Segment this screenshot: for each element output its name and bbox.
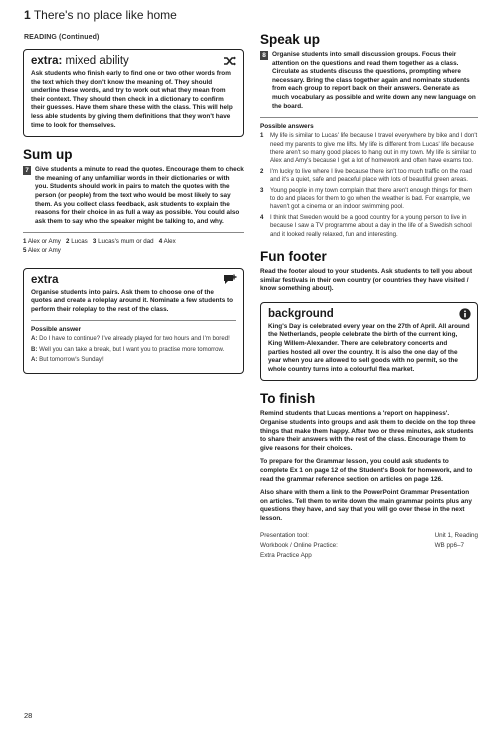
- speak-up-heading: Speak up: [260, 32, 321, 47]
- page-number: 28: [24, 711, 33, 720]
- right-column: [260, 32, 478, 559]
- resource-links: [260, 532, 478, 559]
- answer-number: 2: [66, 238, 70, 246]
- divider: [260, 117, 478, 118]
- unit-number: 1: [24, 8, 31, 22]
- box-title: extra: [31, 273, 59, 286]
- section-label: READING (Continued): [24, 34, 100, 41]
- answer-text: Lucas: [71, 238, 88, 246]
- fun-footer-heading: Fun footer: [260, 249, 327, 265]
- box-title-bold: extra:: [31, 55, 63, 67]
- answer-text: Young people in my town complain that there aren't enough things for them to do and places for them to go when the weather is bad. For example, we haven't got a cinema or an indoor swimming pool.: [270, 186, 473, 211]
- answer-number: 3: [260, 186, 264, 194]
- answer-text: Alex or Amy: [27, 238, 61, 246]
- sum-up-answers: [23, 238, 244, 255]
- info-icon: [459, 308, 471, 320]
- answer-number: 3: [92, 238, 97, 246]
- dialog: [31, 335, 236, 364]
- sum-up-heading: Sum up: [23, 147, 73, 163]
- answer-number: 4: [260, 213, 264, 221]
- answer-item: [260, 187, 478, 212]
- unit-title-text: There's no place like home: [33, 8, 177, 22]
- dialog-line: A: Do I have to continue? I've already played for two hours and I'm bored!: [31, 335, 230, 343]
- background-box: [260, 302, 478, 382]
- answer-number: 1: [23, 238, 27, 246]
- answer-number: 5: [23, 246, 27, 254]
- answers-title: Possible answers: [260, 123, 314, 131]
- resource-label: Extra Practice App: [260, 551, 312, 559]
- box-title-light: mixed ability: [65, 55, 129, 67]
- task-number: 8: [260, 51, 268, 60]
- answer-text: I think that Sweden would be a good country for a young person to live in because I saw a TV programme about a day in the life of a Swedish school and it looked really relaxed, fun and interesting.: [270, 213, 472, 238]
- resource-label: Presentation tool:: [260, 531, 310, 539]
- divider: [23, 232, 244, 233]
- answer-text: Alex or Amy: [27, 246, 61, 254]
- speak-up-task: [260, 51, 478, 111]
- extra-box: [23, 268, 244, 374]
- answer-item: [260, 132, 478, 166]
- answer-text: Lucas's mum or dad: [98, 238, 154, 246]
- left-column: [23, 34, 244, 374]
- resource-label: Workbook / Online Practice:: [260, 541, 338, 549]
- dialog-line: B: Well you can take a break, but I want you to practise more tomorrow.: [31, 345, 225, 353]
- to-finish-paragraph: Also share with them a link to the PowerPoint Grammar Presentation on articles. Tell them to write down the main grammar points plus any questions they have, and say that you will go over these in the next lesson.: [260, 489, 472, 522]
- answer-item: [260, 214, 478, 239]
- answer-text: Alex: [163, 238, 176, 246]
- sum-up-task: [23, 166, 244, 226]
- task-number: 7: [23, 166, 31, 175]
- answer-text: My life is similar to Lucas' life because I travel everywhere by bike and I don't need my parents to give me lifts. My life is different from Lucas' life because there aren't so many good places to hang out in my town. My life is similar to Alex and Amy's because I get a lot of homework and often have exams too.: [270, 132, 478, 165]
- box-title: [31, 55, 236, 67]
- answer-text: I'm lucky to live where I live because there isn't too much traffic on the road and it's a quiet, safe and peaceful place with lots of beautiful green areas.: [270, 167, 473, 184]
- unit-title: [24, 8, 177, 22]
- task-text: Organise students into small discussion groups. Focus their attention on the questions and read them together as a class. Circulate as students discuss the questions, prompting where necessary. Bring the class together again and nominate students from each group to report back on their answers. Generate as much vocabulary as possible and write down any new language on the board.: [272, 51, 476, 110]
- box-text: King's Day is celebrated every year on the 27th of April. All around the Netherlands, people celebrate the birth of the current king, King Willem-Alexander. There are celebratory concerts and parties hosted all over the country. It is also the one day of the year when you are allowed to sell goods with no permit, so the whole country turns into a colourful flea market.: [268, 322, 470, 373]
- resource-value: Unit 1, Reading: [434, 531, 478, 539]
- answer-number: 2: [260, 167, 264, 175]
- shuffle-icon: [223, 55, 237, 67]
- resource-value: WB pp6–7: [434, 541, 464, 549]
- box-title: background: [268, 307, 334, 320]
- speech-bubble-plus-icon: [223, 274, 237, 286]
- box-text: Ask students who finish early to find one or two other words from the text which they don't know the meaning of. They should underline these words, and try to work out what they mean from their context. They should then check in a dictionary to confirm their guesses. Have them share these with the class. This will help less able students by giving them definitions that they won't have time to look for themselves.: [31, 70, 233, 129]
- task-text: Give students a minute to read the quotes. Encourage them to check the meaning of any unfamiliar words in their dictionaries or with you. Students should work in pairs to match the quotes with the person (or people) from the text who would be most likely to say them. As you collect class feedback, ask students to explain the reasons for their choice in as full a way as possible. You could also ask them to say who the speaker might be talking to, and why.: [35, 166, 244, 225]
- extra-mixed-ability-box: [23, 49, 244, 137]
- box-text: Organise students into pairs. Ask them to choose one of the quotes and create a roleplay around it. Nominate a few students to perform their roleplay to the rest of the class.: [31, 288, 234, 313]
- answer-number: 4: [158, 238, 163, 246]
- answer-title: Possible answer: [31, 326, 82, 334]
- to-finish-heading: To finish: [260, 391, 316, 407]
- resource-value: [435, 552, 478, 559]
- fun-footer-text: Read the footer aloud to your students. Ask students to tell you about similar festivals in their own country (or countries they have visited / know something about).: [260, 268, 473, 293]
- dialog-line: A: But tomorrow's Sunday!: [31, 356, 104, 364]
- possible-answers-list: [260, 132, 478, 239]
- to-finish-paragraph: To prepare for the Grammar lesson, you could ask students to complete Ex 1 on page 12 of the Student's Book for homework, and to read the grammar reference section on articles on page 126.: [260, 458, 473, 483]
- answer-item: [260, 168, 478, 185]
- to-finish-paragraph: Remind students that Lucas mentions a 'report on happiness'. Organise students into groups and ask them to decide on the top three things that make them happy. After two or three minutes, ask students to share their answers with the rest of the class. Encourage them to give reasons for their choices.: [260, 410, 476, 452]
- divider: [31, 320, 236, 321]
- answer-number: 1: [260, 132, 264, 140]
